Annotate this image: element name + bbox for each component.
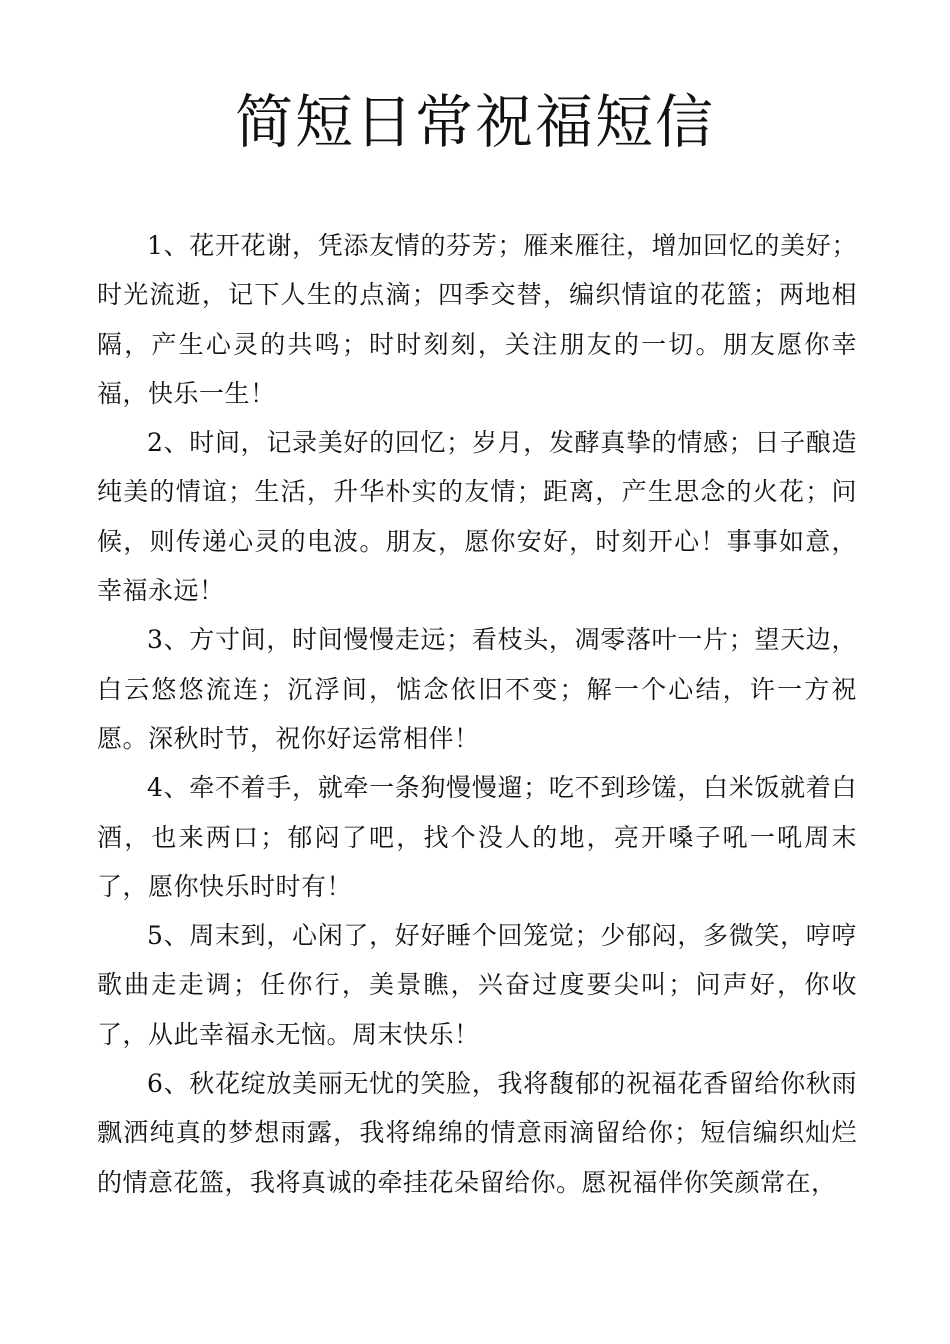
page-title: 简短日常祝福短信 <box>234 88 715 156</box>
paragraph-4: 4、牵不着手，就牵一条狗慢慢遛；吃不到珍馐，白米饭就着白酒，也来两口；郁闷了吧，找个没人的地，亮开嗓子吼一吼周末了，愿你快乐时时有！ <box>97 773 857 901</box>
paragraph-1: 1、花开花谢，凭添友情的芬芳；雁来雁往，增加回忆的美好；时光流逝，记下人生的点滴；四季交替，编织情谊的花篮；两地相隔，产生心灵的共鸣；时时刻刻，关注朋友的一切。朋友愿你幸福，快乐一生！ <box>97 231 857 408</box>
paragraph-5: 5、周末到，心闲了，好好睡个回笼觉；少郁闷，多微笑，哼哼歌曲走走调；任你行，美景瞧，兴奋过度要尖叫；问声好，你收了，从此幸福永无恼。周末快乐！ <box>97 921 857 1049</box>
document-body <box>97 221 857 1207</box>
paragraph-3: 3、方寸间，时间慢慢走远；看枝头，凋零落叶一片；望天边，白云悠悠流连；沉浮间，惦念依旧不变；解一个心结，许一方祝愿。深秋时节，祝你好运常相伴！ <box>97 625 857 753</box>
paragraph-6: 6、秋花绽放美丽无忧的笑脸，我将馥郁的祝福花香留给你秋雨飘洒纯真的梦想雨露，我将绵绵的情意雨滴留给你；短信编织灿烂的情意花篮，我将真诚的牵挂花朵留给你。愿祝福伴你笑颜常在， <box>97 1069 857 1197</box>
paragraph-2: 2、时间，记录美好的回忆；岁月，发酵真挚的情感；日子酿造纯美的情谊；生活，升华朴实的友情；距离，产生思念的火花；问候，则传递心灵的电波。朋友，愿你安好，时刻开心！事事如意，幸福永远！ <box>97 428 857 606</box>
